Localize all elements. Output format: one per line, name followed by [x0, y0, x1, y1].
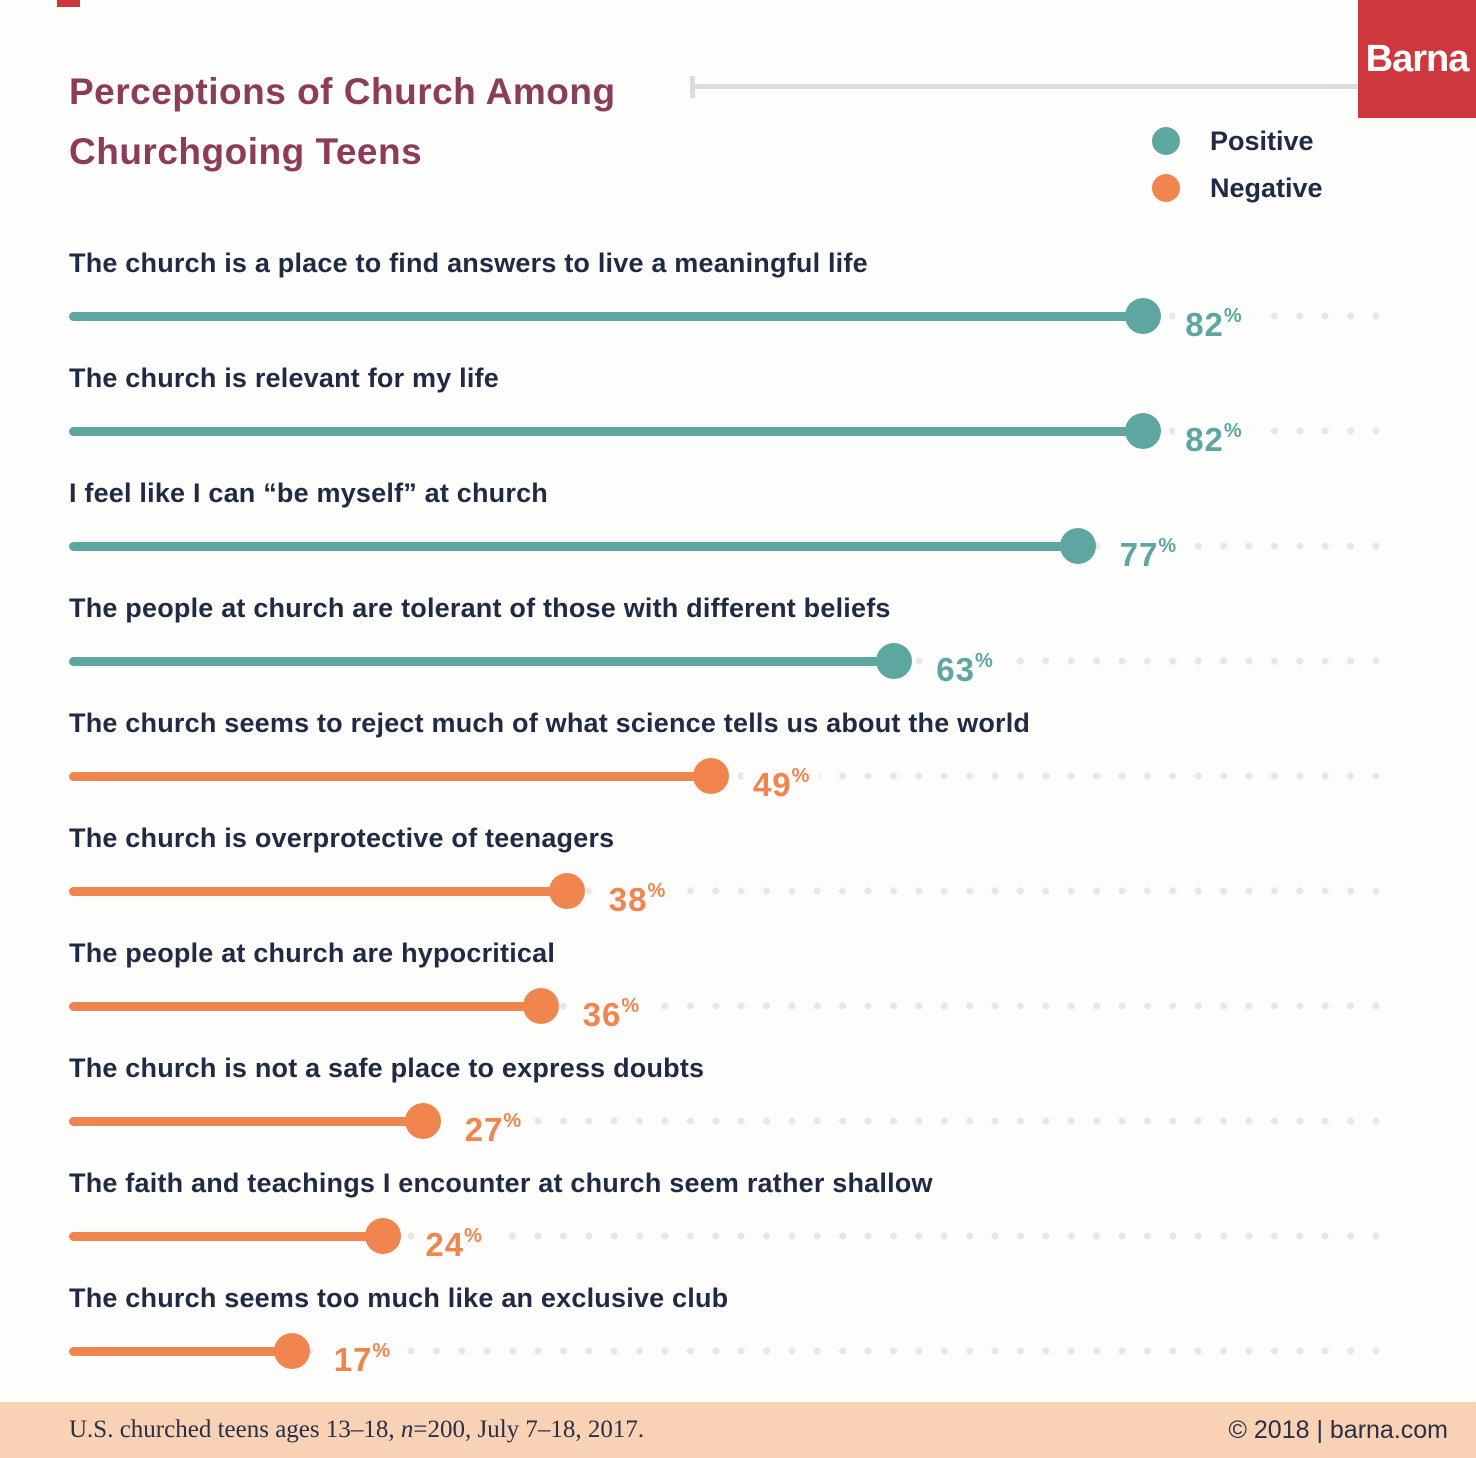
row-value-percent-sign: % [791, 765, 810, 787]
positive-dot-icon [1152, 127, 1180, 155]
row-dotted-track [69, 752, 1389, 803]
row-value-percent-sign: % [464, 1225, 482, 1247]
row-value-percent-sign: % [1223, 420, 1242, 442]
row-label: I feel like I can “be myself” at church [69, 478, 548, 508]
row-label: The people at church are hypocritical [69, 938, 556, 968]
chart-row [69, 938, 1409, 1053]
row-value-number: 82 [1185, 421, 1224, 458]
legend-label: Positive [1210, 125, 1314, 156]
row-value-number: 82 [1185, 306, 1224, 343]
chart-row [69, 1168, 1409, 1283]
row-value-percent-sign: % [621, 995, 640, 1017]
row-label: The people at church are tolerant of those with different beliefs [69, 593, 891, 623]
title-rule-line [690, 84, 1358, 89]
chart-row [69, 708, 1409, 823]
row-label: The faith and teachings I encounter at church seem rather shallow [69, 1168, 933, 1198]
row-marker-dot [523, 988, 559, 1024]
row-value-number: 17 [333, 1341, 373, 1378]
row-value [599, 870, 676, 918]
row-value [324, 1330, 401, 1378]
row-value-number: 49 [752, 766, 792, 803]
row-value [573, 985, 650, 1033]
row-value-percent-sign: % [503, 1110, 522, 1132]
row-bar [69, 657, 894, 666]
row-value-number: 63 [936, 651, 976, 688]
row-value-percent-sign: % [372, 1340, 391, 1362]
lollipop-chart [69, 248, 1409, 1398]
row-value-number: 24 [425, 1226, 465, 1263]
row-bar [69, 1347, 292, 1356]
row-marker-dot [365, 1218, 401, 1254]
source-note-rest: =200, July 7–18, 2017. [413, 1416, 645, 1443]
row-marker-dot [1125, 413, 1161, 449]
row-marker-dot [693, 758, 729, 794]
row-marker-dot [549, 873, 585, 909]
barna-logo [1358, 0, 1476, 118]
row-value-percent-sign: % [975, 650, 993, 672]
row-marker-dot [1125, 298, 1161, 334]
row-bar [69, 772, 711, 781]
row-value-number: 77 [1119, 536, 1159, 573]
row-dotted-track [69, 522, 1389, 573]
row-value-percent-sign: % [647, 880, 666, 902]
chart-row [69, 363, 1409, 478]
row-label: The church is not a safe place to express doubts [69, 1053, 705, 1083]
copyright-text: © 2018 | barna.com [1228, 1415, 1448, 1444]
chart-row [69, 593, 1409, 708]
row-bar [69, 1232, 383, 1241]
source-note-text: U.S. churched teens ages 13–18, [69, 1416, 401, 1443]
row-label: The church seems to reject much of what science tells us about the world [69, 708, 1031, 738]
row-marker-dot [876, 643, 912, 679]
row-value-percent-sign: % [1223, 305, 1242, 327]
legend-label: Negative [1210, 172, 1323, 203]
top-accent-mark [57, 0, 80, 7]
row-dotted-track [69, 637, 1389, 688]
row-label: The church is a place to find answers to live a meaningful life [69, 248, 868, 278]
row-value [1175, 295, 1252, 343]
row-value [1175, 410, 1252, 458]
footer-bar [0, 1402, 1476, 1458]
legend-item-positive [1152, 122, 1323, 160]
chart-row [69, 478, 1409, 593]
row-value [455, 1100, 532, 1148]
page-title-line1: Perceptions of Church Among [69, 71, 616, 112]
row-dotted-track [69, 1212, 1389, 1263]
chart-row [69, 248, 1409, 363]
chart-row [69, 1283, 1409, 1398]
row-dotted-track [69, 982, 1389, 1033]
chart-row [69, 823, 1409, 938]
row-dotted-track [69, 1097, 1389, 1148]
row-label: The church is overprotective of teenagers [69, 823, 615, 853]
row-label: The church seems too much like an exclusive club [69, 1283, 729, 1313]
row-bar [69, 542, 1078, 551]
barna-logo-text: Barna [1365, 37, 1469, 80]
row-dotted-track [69, 1327, 1389, 1378]
row-label: The church is relevant for my life [69, 363, 499, 393]
row-marker-dot [1060, 528, 1096, 564]
row-bar [69, 427, 1143, 436]
negative-dot-icon [1152, 174, 1180, 202]
row-value-number: 36 [582, 996, 622, 1033]
row-dotted-track [69, 867, 1389, 918]
row-value [743, 755, 820, 803]
page-title-line2: Churchgoing Teens [69, 131, 423, 172]
source-note-n: n [400, 1416, 414, 1443]
row-marker-dot [405, 1103, 441, 1139]
row-value-percent-sign: % [1158, 535, 1177, 557]
row-value [926, 640, 1003, 688]
row-value [1110, 525, 1187, 573]
row-value-number: 38 [608, 881, 648, 918]
row-dotted-track [69, 292, 1389, 343]
legend [1152, 122, 1323, 216]
row-dotted-track [69, 407, 1389, 458]
row-bar [69, 1117, 423, 1126]
row-marker-dot [274, 1333, 310, 1369]
legend-item-negative [1152, 169, 1323, 207]
row-value-number: 27 [464, 1111, 504, 1148]
page-title [69, 62, 616, 182]
chart-row [69, 1053, 1409, 1168]
row-value [415, 1215, 492, 1263]
row-bar [69, 887, 567, 896]
source-note [69, 1416, 644, 1444]
row-bar [69, 1002, 541, 1011]
row-bar [69, 312, 1143, 321]
